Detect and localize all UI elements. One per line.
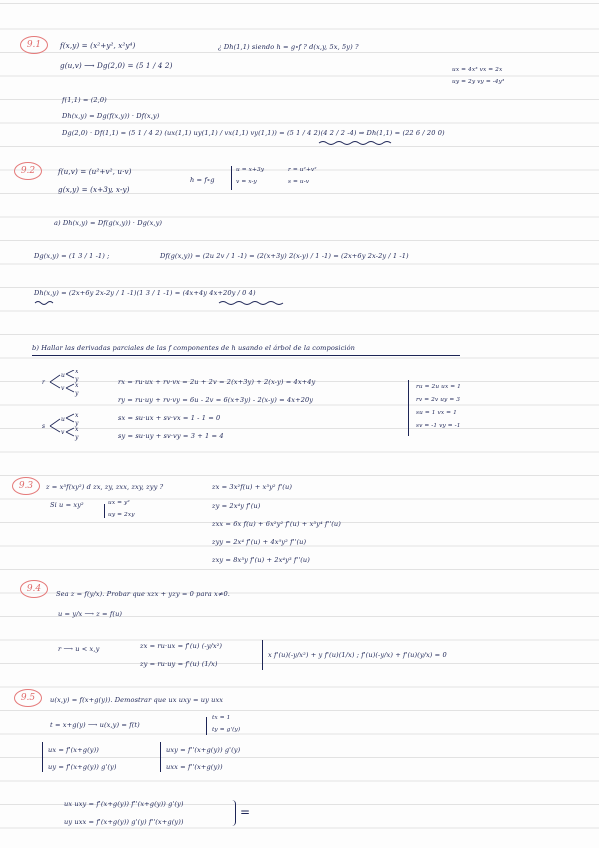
- ex1-line2: g(u,v) ⟶ Dg(2,0) = (5 1 / 4 2): [60, 61, 173, 70]
- ex3-zx: zx = 3x²f(u) + x³y² f'(u): [212, 483, 292, 491]
- svg-text:x: x: [75, 382, 79, 389]
- ex2-rx: rx = ru·ux + rv·vx = 2u + 2v = 2(x+3y) + 2(x-y) = 4x+4y: [118, 378, 316, 386]
- svg-text:x: x: [75, 370, 79, 375]
- ex1-line4: Dh(x,y) = Dg(f(x,y)) · Df(x,y): [62, 112, 160, 120]
- svg-text:y: y: [75, 376, 79, 383]
- exercise-number-9-3: 9.3: [12, 477, 40, 495]
- ex5-tx: tx = 1: [212, 715, 231, 721]
- ex2-part-a: a) Dh(x,y) = Df(g(x,y)) · Dg(x,y): [54, 219, 163, 227]
- ex2-sys-2: v = x-y: [236, 179, 257, 185]
- ex2-dh-result-underline: [218, 300, 288, 306]
- ex4-zy: zy = ru·uy = f'(u) (1/x): [140, 660, 218, 668]
- ex3-zyy: zyy = 2x⁴ f'(u) + 4x⁵y² f''(u): [212, 538, 307, 546]
- exercise-number-9-5: 9.5: [14, 689, 42, 707]
- ex1-question: ¿ Dh(1,1) siendo h = g∘f ? d(x,y, 5x, 5y) ?: [218, 43, 359, 51]
- ex2-brace: [231, 166, 232, 190]
- ex1-result-underline: [318, 140, 392, 146]
- ex2-sys2-1: r = u²+v²: [288, 167, 317, 173]
- exercise-number-9-1: 9.1: [20, 36, 48, 54]
- ex2-composition: h = f∘g: [190, 176, 215, 184]
- ex3-ux: ux = y²: [108, 500, 130, 506]
- ex4-brace: [262, 640, 263, 670]
- ex1-side-2: uy = 2y vy = -4y³: [452, 79, 505, 85]
- ex5-uy: uy = f'(x+g(y)) g'(y): [48, 763, 117, 771]
- ex1-line3: f(1,1) = (2,0): [62, 96, 107, 104]
- ex2-dh-underline: [34, 300, 58, 306]
- ex5-line1: u(x,y) = f(x+g(y)). Demostrar que ux uxy = uy uxx: [50, 696, 224, 704]
- ex5-uxx: uxx = f''(x+g(y)): [166, 763, 223, 771]
- ex1-side-1: ux = 4x³ vx = 2x: [452, 67, 503, 73]
- ex5-uxy: uxy = f''(x+g(y)) g'(y): [166, 746, 241, 754]
- svg-text:u: u: [61, 372, 65, 379]
- ex4-line1: Sea z = f(y/x). Probar que xzx + yzy = 0 para x≠0.: [56, 590, 230, 598]
- ex5-product-1: ux uxy = f'(x+g(y)) f''(x+g(y)) g'(y): [64, 800, 184, 808]
- ex2-sys2-2: s = u-v: [288, 179, 310, 185]
- ex4-tree: r ⟶ u < x,y: [58, 645, 100, 653]
- ex2-tbl-4: sv = -1 vy = -1: [416, 423, 461, 429]
- ex2-sx: sx = su·ux + sv·vx = 1 - 1 = 0: [118, 414, 221, 422]
- exercise-number-9-2: 9.2: [14, 162, 42, 180]
- ex5-bar-right: [160, 742, 161, 772]
- ex3-zy: zy = 2x⁴y f'(u): [212, 502, 261, 510]
- ex5-ty: ty = g'(y): [212, 727, 241, 733]
- svg-text:y: y: [75, 434, 79, 441]
- ex2-sy: sy = su·uy + sv·vy = 3 + 1 = 4: [118, 432, 224, 440]
- svg-text:y: y: [75, 420, 79, 427]
- svg-text:x: x: [75, 426, 79, 433]
- ex5-ux: ux = f'(x+g(y)): [48, 746, 99, 754]
- ex2-dg: Dg(x,y) = (1 3 / 1 -1) ;: [34, 252, 110, 260]
- ex3-line1: z = x³f(xy²) d zx, zy, zxx, zxy, zyy ?: [46, 483, 164, 491]
- ex2-tbl-2: rv = 2v uy = 3: [416, 397, 461, 403]
- ex5-brace: [206, 717, 207, 735]
- ex2-sys-1: u = x+3y: [236, 167, 265, 173]
- ex2-tbl-1: ru = 2u ux = 1: [416, 384, 461, 390]
- svg-text:s: s: [42, 423, 46, 430]
- ex2-line2: g(x,y) = (x+3y, x-y): [58, 185, 130, 194]
- ex2-ry: ry = ru·uy + rv·vy = 6u - 2v = 6(x+3y) - 2(x-y) = 4x+20y: [118, 396, 314, 404]
- svg-text:y: y: [75, 390, 79, 397]
- ex3-zxy: zxy = 8x³y f'(u) + 2x⁴y³ f''(u): [212, 556, 310, 564]
- svg-text:r: r: [42, 379, 45, 386]
- svg-text:v: v: [61, 385, 65, 392]
- ex2-df: Df(g(x,y)) = (2u 2v / 1 -1) = (2(x+3y) 2(x-y) / 1 -1) = (2x+6y 2x-2y / 1 -1): [160, 252, 409, 260]
- composition-tree-diagram: [40, 370, 100, 446]
- ex3-zxx: zxx = 6x f(u) + 6x²y² f'(u) + x³y⁴ f''(u): [212, 520, 341, 528]
- ex5-bar-left: [42, 742, 43, 772]
- exercise-number-9-4: 9.4: [20, 580, 48, 598]
- ex5-product-2: uy uxx = f'(x+g(y)) g'(y) f''(x+g(y)): [64, 818, 184, 826]
- svg-text:v: v: [61, 429, 65, 436]
- ex3-branch: [104, 504, 105, 518]
- ex1-line5: Dg(2,0) · Df(1,1) = (5 1 / 4 2) (ux(1,1) uy(1,1) / vx(1,1) vy(1,1)) = (5 1 / 4 2)(4 2 / 2 -4) ⇒ Dh(1,1) = (22 6 / 20 0): [62, 129, 445, 137]
- svg-text:x: x: [75, 412, 79, 419]
- ex5-closing-paren: [232, 800, 236, 826]
- ex5-equal-sign: =: [240, 805, 251, 819]
- svg-text:u: u: [61, 416, 65, 423]
- ex4-line2: u = y/x ⟶ z = f(u): [58, 610, 123, 618]
- ex4-result: x f'(u)(-y/x²) + y f'(u)(1/x) ; f'(u)(-y/x) + f'(u)(y/x) = 0: [268, 651, 447, 659]
- ex4-zx: zx = ru·ux = f'(u) (-y/x²): [140, 642, 223, 650]
- ex2-part-b: b) Hallar las derivadas parciales de las f componentes de h usando el árbol de la composición: [32, 344, 356, 352]
- ex2-tbl-3: su = 1 vx = 1: [416, 410, 457, 416]
- ex2-table-bar: [408, 380, 409, 436]
- ex2-line1: f(u,v) = (u²+v², u·v): [58, 167, 132, 176]
- ex2-dh: Dh(x,y) = (2x+6y 2x-2y / 1 -1)(1 3 / 1 -1) = (4x+4y 4x+20y / 0 4): [34, 289, 256, 297]
- ex5-line2: t = x+g(y) ⟶ u(x,y) = f(t): [50, 721, 140, 729]
- ex3-line2: Si u = xy²: [50, 501, 84, 509]
- ex3-uy: uy = 2xy: [108, 512, 135, 518]
- ex2-part-b-underline: [32, 355, 460, 356]
- ex1-line1: f(x,y) = (x²+y², x²y⁴): [60, 41, 136, 50]
